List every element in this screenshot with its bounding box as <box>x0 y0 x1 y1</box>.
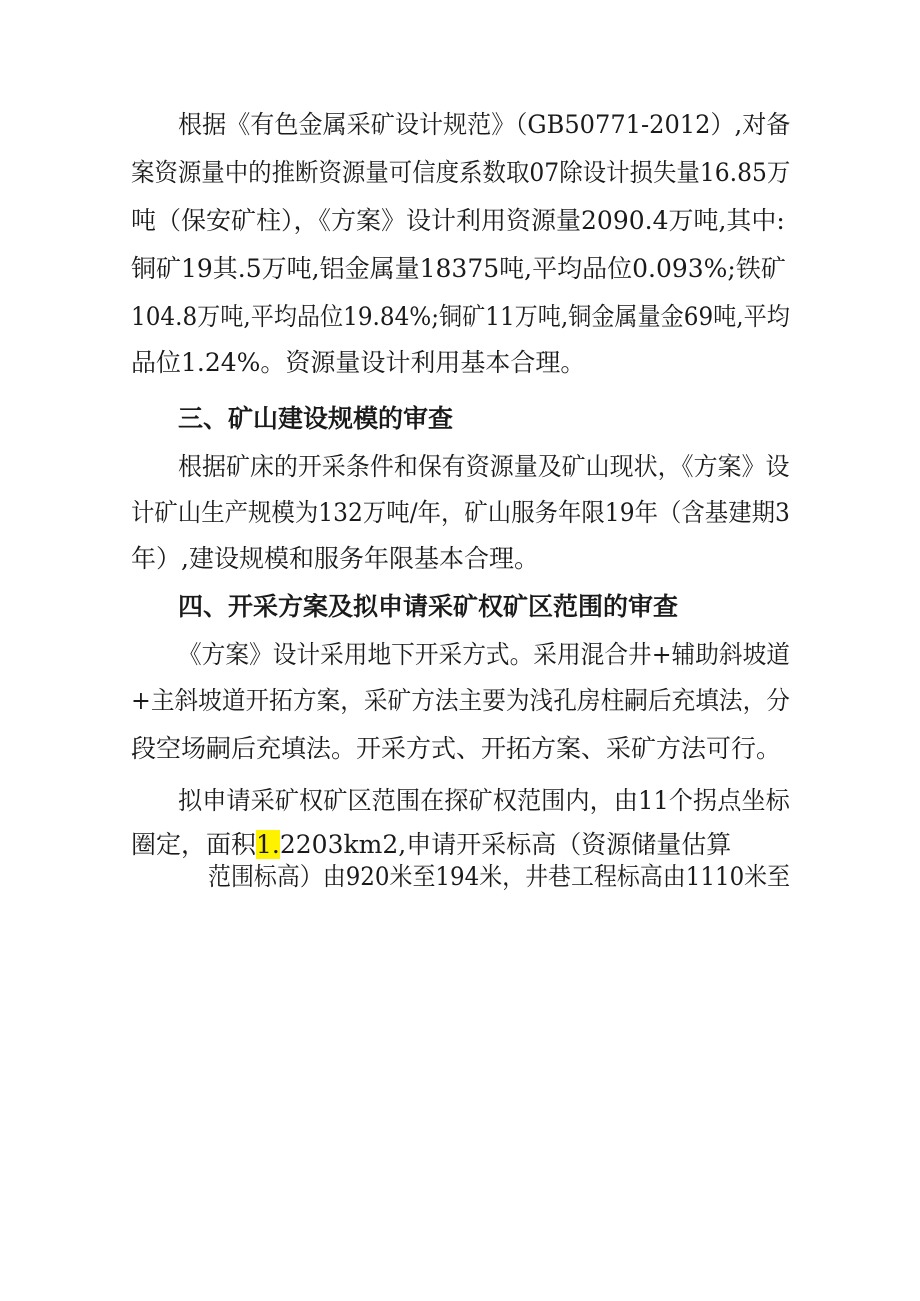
section3-line-3: 年）,建设规模和服务年限基本合理。 <box>131 544 539 573</box>
para1-line-6: 品位1.24%。资源量设计利用基本合理。 <box>131 348 586 377</box>
highlighted-text: 1. <box>256 830 280 859</box>
para2-text-after: 2203km2,申请开采标高（资源储量估算 <box>279 830 732 859</box>
section4-para2-line-2 <box>131 830 731 860</box>
para1-line-5: 104.8万吨,平均品位19.84%;铜矿11万吨,铜金属量金69吨,平均 <box>131 302 790 331</box>
section3-line-1: 根据矿床的开采条件和保有资源量及矿山现状，《方案》设 <box>178 452 790 481</box>
para1-line-3: 吨（保安矿柱），《方案》设计利用资源量2090.4万吨,其中: <box>131 206 785 235</box>
section4-para2-line-1: 拟申请采矿权矿区范围在探矿权范围内，由11个拐点坐标 <box>178 786 790 815</box>
section4-line-2: +主斜坡道开拓方案，采矿方法主要为浅孔房柱嗣后充填法，分 <box>131 686 790 715</box>
section4-para2-line-3: 范围标高）由920米至194米，井巷工程标高由1110米至 <box>208 862 791 891</box>
para1-line-4: 铜矿19其.5万吨,铝金属量18375吨,平均品位0.093%;铁矿 <box>131 254 786 283</box>
section3-line-2: 计矿山生产规模为132万吨/年，矿山服务年限19年（含基建期3 <box>131 498 790 527</box>
section4-line-3: 段空场嗣后充填法。开采方式、开拓方案、采矿方法可行。 <box>131 734 782 763</box>
section4-line-1: 《方案》设计采用地下开采方式。采用混合井+辅助斜坡道 <box>178 640 790 669</box>
para1-line-2: 案资源量中的推断资源量可信度系数取07除设计损失量16.85万 <box>131 158 791 187</box>
section4-heading: 四、开采方案及拟申请采矿权矿区范围的审查 <box>178 592 679 621</box>
para2-text-before: 圈定，面积 <box>131 830 257 859</box>
section3-heading: 三、矿山建设规模的审查 <box>178 404 454 433</box>
para1-line-1: 根据《有色金属采矿设计规范》（GB50771-2012）,对备 <box>178 110 791 139</box>
